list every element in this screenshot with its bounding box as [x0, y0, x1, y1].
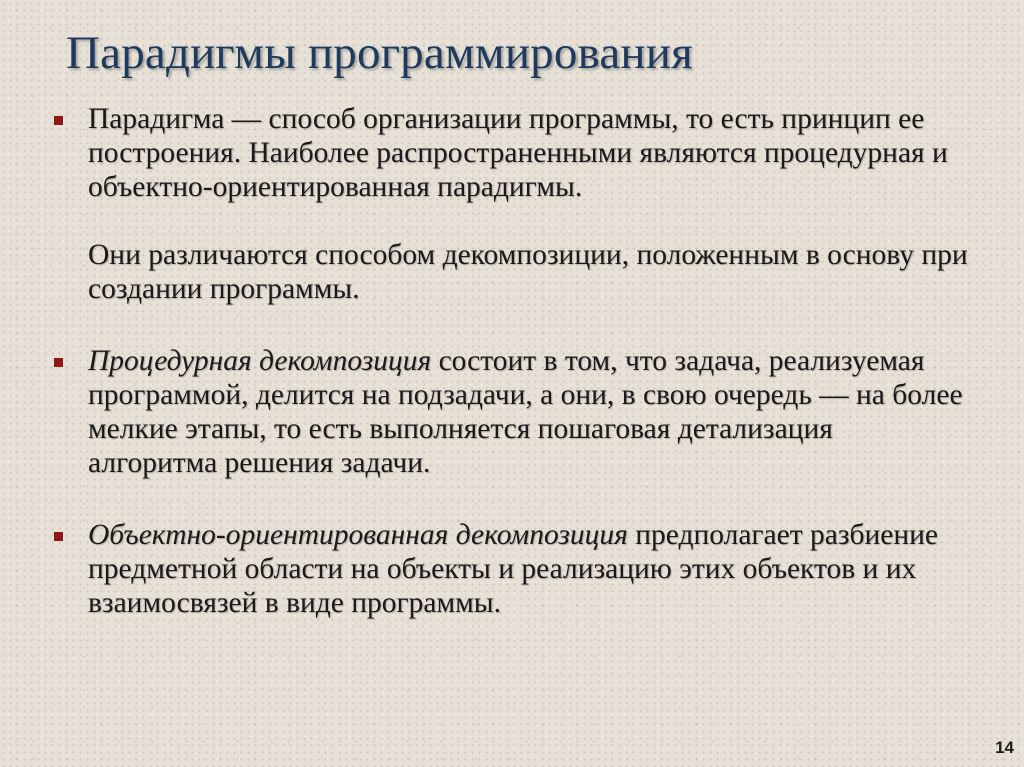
bullet-paragraph: Они различаются способом декомпозиции, положенным в основу при создании программы. — [88, 239, 968, 305]
page-number: 14 — [995, 738, 1014, 757]
bullet-paragraph — [88, 344, 968, 480]
square-bullet-icon — [54, 532, 63, 541]
bullet-item-paradigm — [48, 102, 968, 306]
bullet-text: предполагает разбиение предметной области на объекты и реализацию этих объектов и их взаимосвязей в виде программы. — [88, 519, 939, 619]
square-bullet-icon — [54, 116, 63, 125]
bullet-list — [48, 102, 968, 620]
bullet-paragraph: Парадигма — способ организации программы, то есть принцип ее построения. Наиболее распространенными являются процедурная и объектно-ориентированная парадигмы. — [88, 103, 948, 203]
bullet-item-procedural — [48, 344, 968, 480]
square-bullet-icon — [54, 358, 63, 367]
italic-term: Процедурная декомпозиция — [88, 345, 432, 377]
bullet-item-object-oriented — [48, 518, 968, 620]
italic-term: Объектно-ориентированная декомпозиция — [88, 519, 628, 551]
slide-title: Парадигмы программирования — [66, 27, 693, 79]
bullet-text: состоит в том, что задача, реализуемая программой, делится на подзадачи, а они, в свою очередь — на более мелкие этапы, то есть выполняется пошаговая детализация алгоритма решения задачи. — [88, 345, 963, 479]
bullet-paragraph — [88, 518, 968, 620]
